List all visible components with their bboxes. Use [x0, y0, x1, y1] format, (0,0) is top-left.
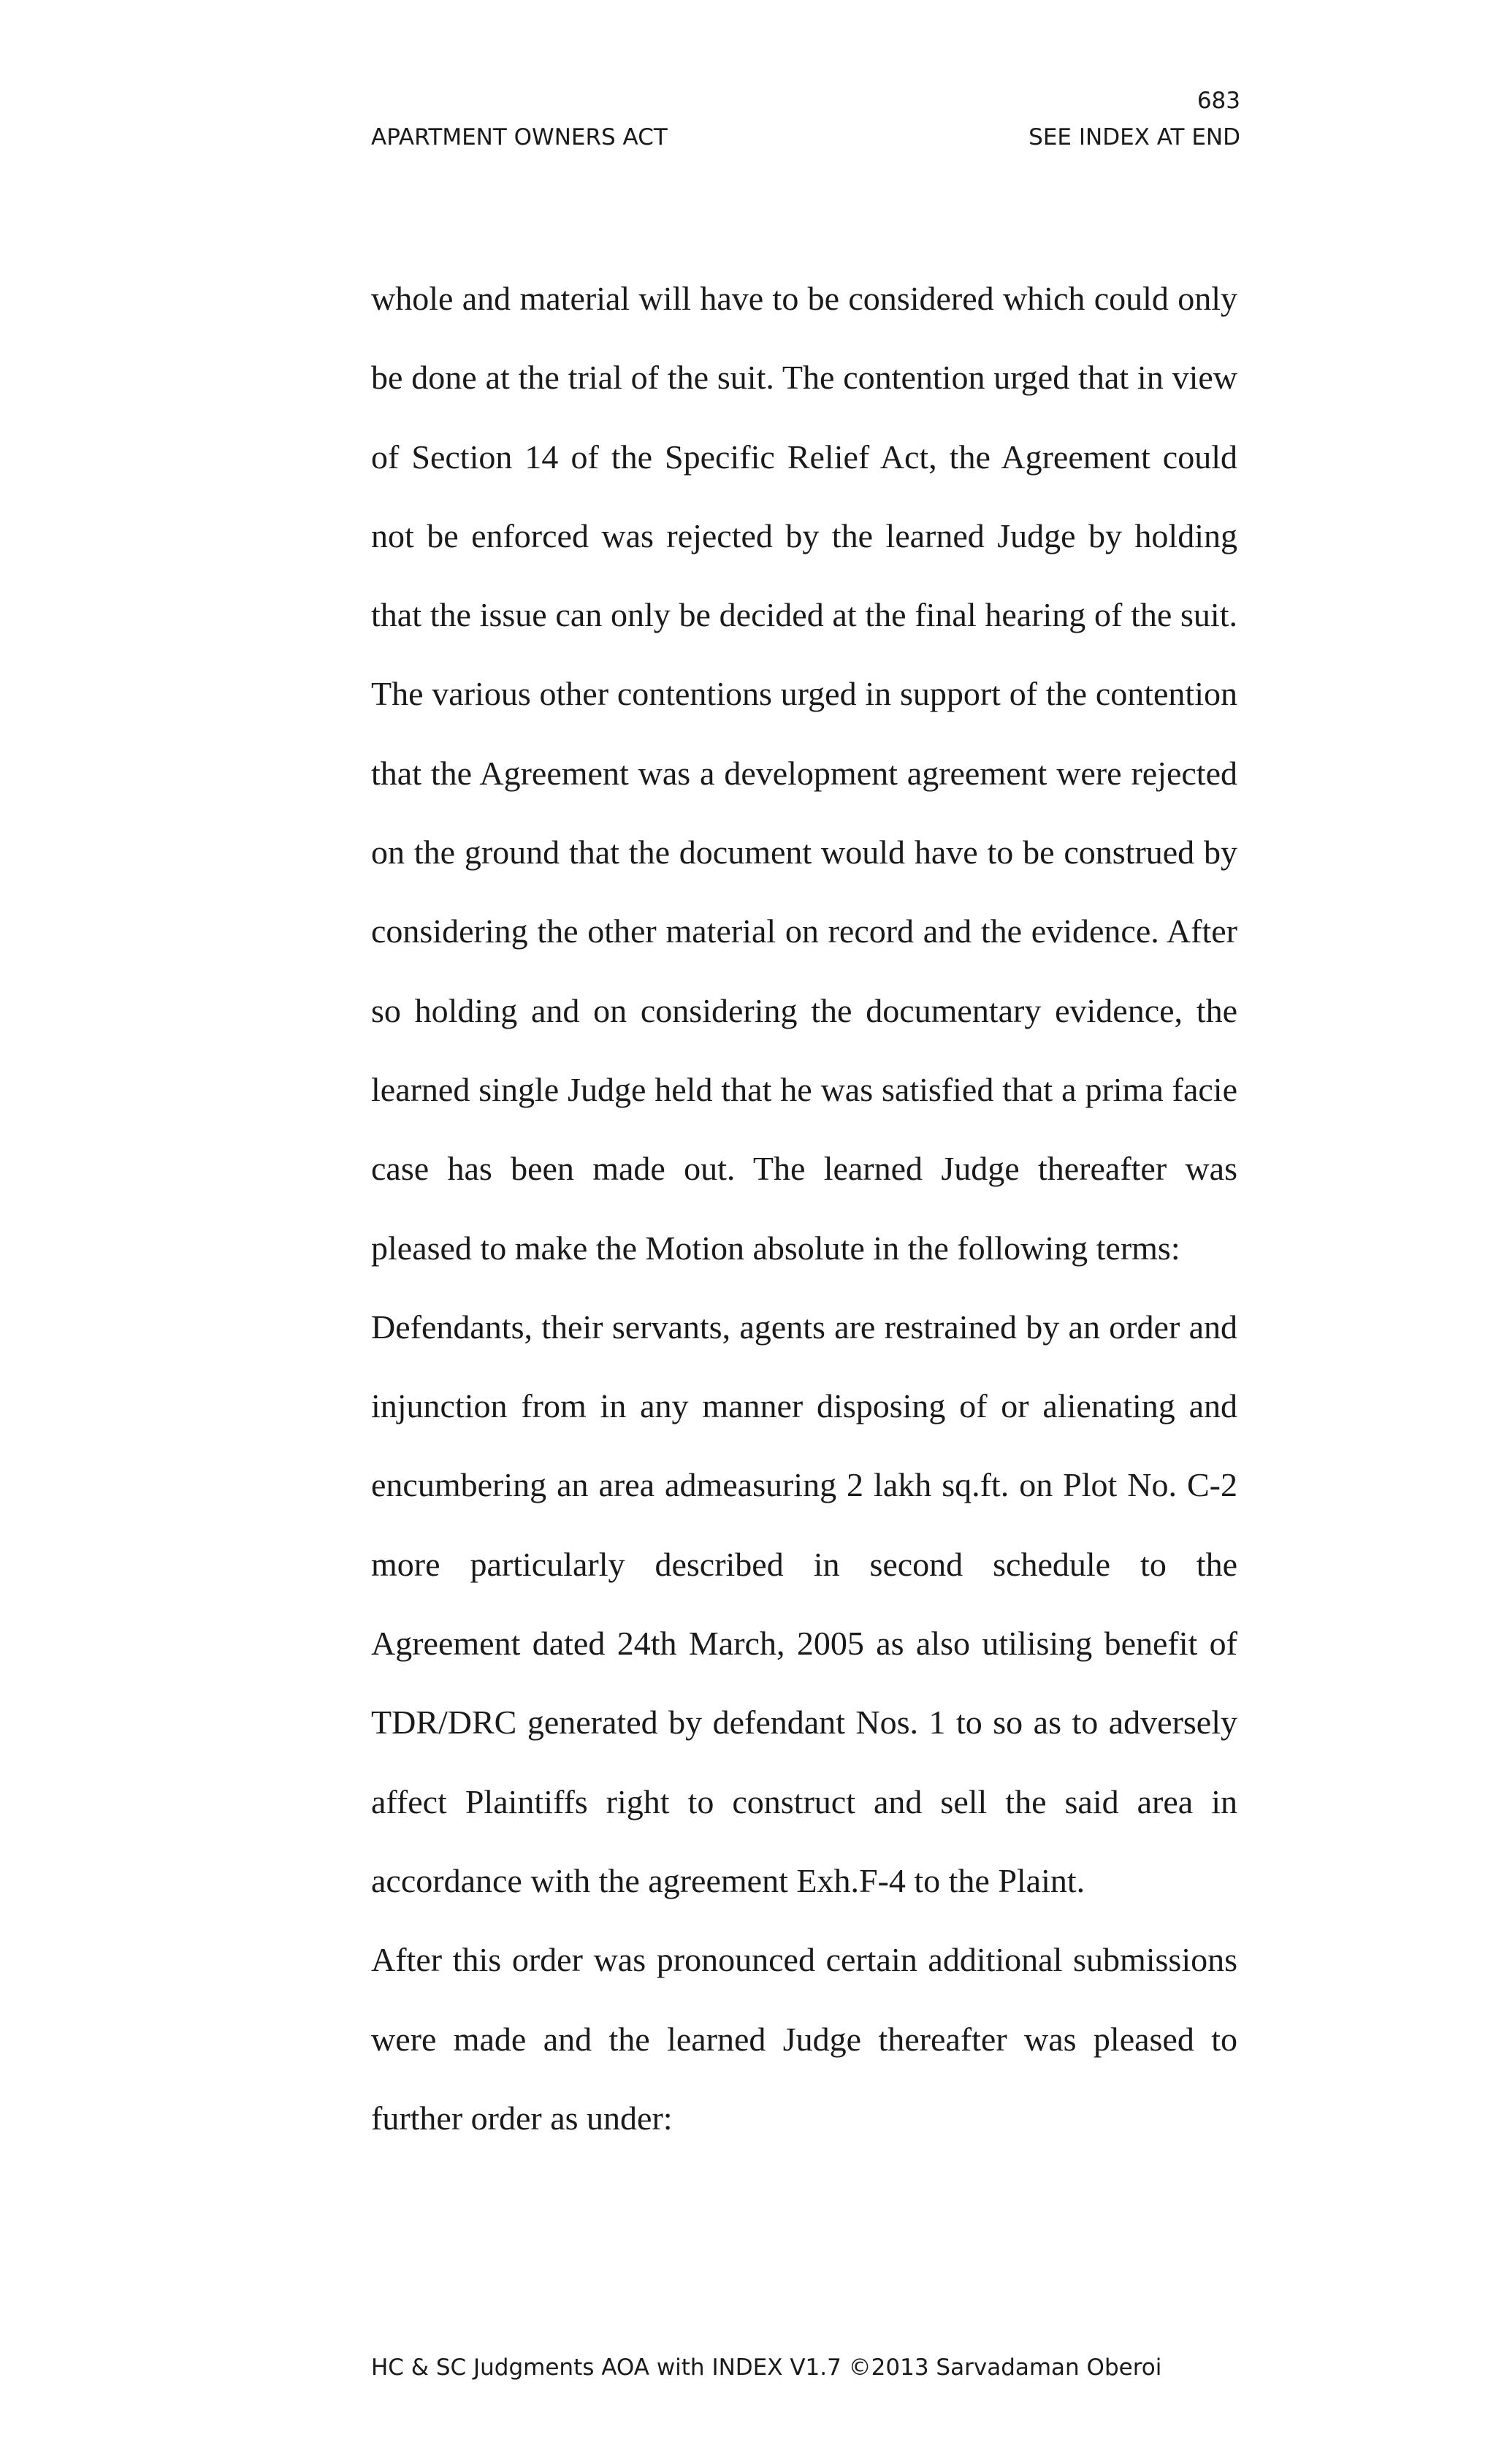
page-number: 683 — [1197, 88, 1240, 114]
page-footer: HC & SC Judgments AOA with INDEX V1.7 ©2013 Sarvadaman Oberoi — [371, 2354, 1162, 2381]
running-header-title: APARTMENT OWNERS ACT — [371, 124, 668, 150]
paragraph-injunction-order: Defendants, their servants, agents are restrained by an order and injunction from in any manner disposing of or alienating and encumbering an area admeasuring 2 lakh sq.ft. on Plot No. C-2 more particularly described in second schedule to the Agreement dated 24th March, 2005 as also utilising benefit of TDR/DRC generated by defendant Nos. 1 to so as to adversely affect Plaintiffs right to construct and sell the said area in accordance with the agreement Exh.F-4 to the Plaint. — [371, 1308, 1237, 1899]
judgment-body — [371, 259, 1237, 2158]
running-header-index-note: SEE INDEX AT END — [1028, 124, 1240, 150]
paragraph-additional-submissions: After this order was pronounced certain additional submissions were made and the learned Judge thereafter was pleased to further order as under: — [371, 1941, 1237, 2137]
paragraph-prima-facie: whole and material will have to be considered which could only be done at the trial of the suit. The contention urged that in view of Section 14 of the Specific Relief Act, the Agreement could not be enforced was rejected by the learned Judge by holding that the issue can only be decided at the final hearing of the suit. The various other contentions urged in support of the contention that the Agreement was a development agreement were rejected on the ground that the document would have to be construed by considering the other material on record and the evidence. After so holding and on considering the documentary evidence, the learned single Judge held that he was satisfied that a prima facie case has been made out. The learned Judge thereafter was pleased to make the Motion absolute in the following terms: — [371, 280, 1237, 1267]
